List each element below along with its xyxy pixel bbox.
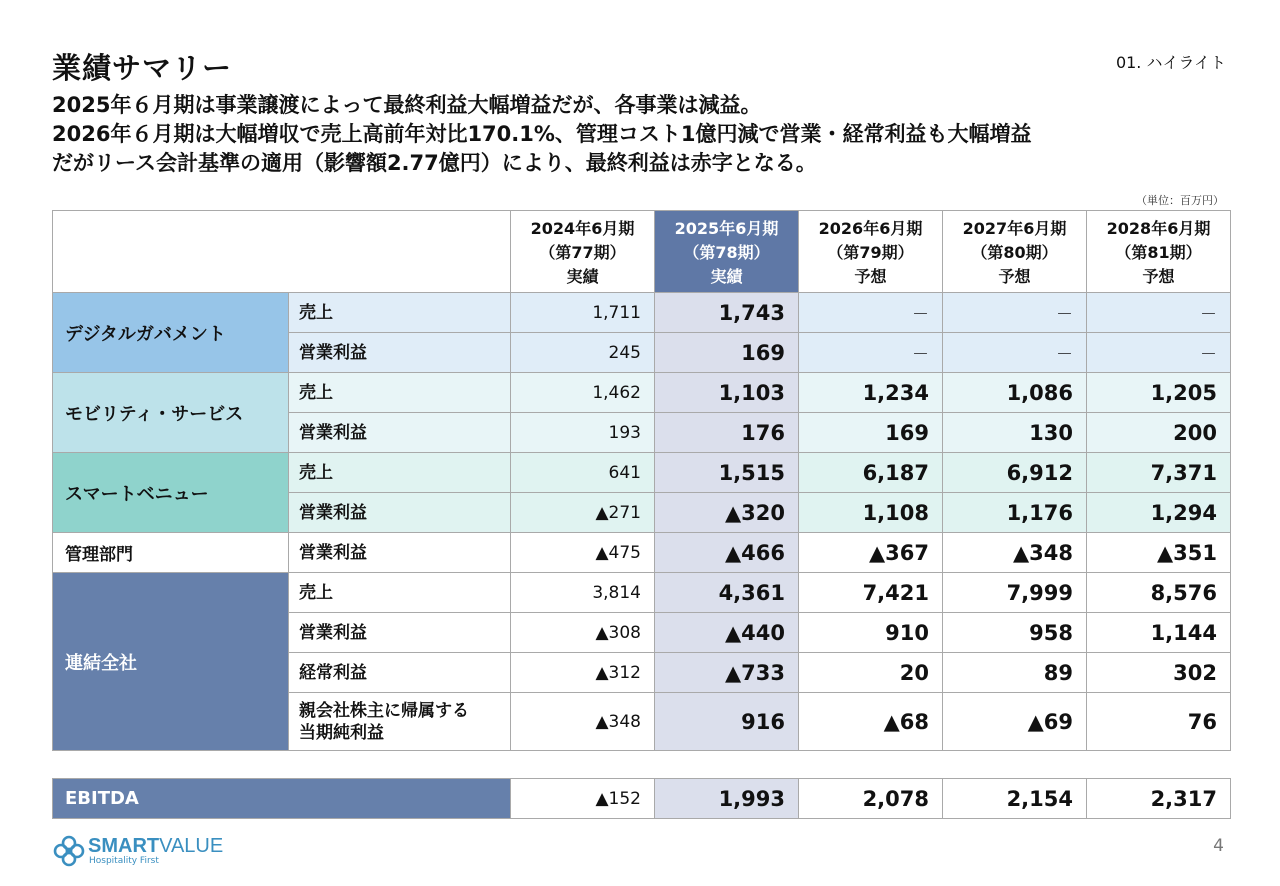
cell-value: 7,421 <box>799 573 943 613</box>
table-row <box>53 573 1231 613</box>
cell-value: 193 <box>511 413 655 453</box>
page-title: 業績サマリー <box>52 51 233 85</box>
headline <box>52 91 1252 178</box>
cell-value: － <box>943 293 1087 333</box>
cell-value: 169 <box>655 333 799 373</box>
cell-value: 6,912 <box>943 453 1087 493</box>
cell-value: ▲271 <box>511 493 655 533</box>
cell-value: － <box>799 333 943 373</box>
table-row <box>53 293 1231 333</box>
cell-value: ▲348 <box>943 533 1087 573</box>
cell-value: 176 <box>655 413 799 453</box>
clover-logo-icon <box>52 834 86 868</box>
row-label: 営業利益 <box>289 413 511 453</box>
company-logo <box>52 834 232 870</box>
segment-consolidated: 連結全社 <box>53 573 289 751</box>
row-label: 売上 <box>289 453 511 493</box>
table-row <box>53 453 1231 493</box>
header-fy2025: 2025年6月期 （第78期） 実績 <box>655 211 799 293</box>
headline-line-1: 2025年６月期は事業譲渡によって最終利益大幅増益だが、各事業は減益。 <box>52 93 762 117</box>
headline-line-3: だがリース会計基準の適用（影響額2.77億円）により、最終利益は赤字となる。 <box>52 151 817 175</box>
cell-value: 641 <box>511 453 655 493</box>
cell-value: 1,176 <box>943 493 1087 533</box>
segment-mobility-service: モビリティ・サービス <box>53 373 289 453</box>
header-fy2024: 2024年6月期 （第77期） 実績 <box>511 211 655 293</box>
brand-tagline: Hospitality First <box>89 856 159 866</box>
cell-value: 200 <box>1087 413 1231 453</box>
row-label-net-income: 親会社株主に帰属する 当期純利益 <box>289 693 511 751</box>
cell-value: ▲367 <box>799 533 943 573</box>
cell-value: ▲466 <box>655 533 799 573</box>
row-label: 売上 <box>289 293 511 333</box>
cell-value: 1,515 <box>655 453 799 493</box>
cell-value: 1,234 <box>799 373 943 413</box>
cell-value: 130 <box>943 413 1087 453</box>
row-label: 売上 <box>289 373 511 413</box>
cell-value: ▲68 <box>799 693 943 751</box>
row-label: 営業利益 <box>289 333 511 373</box>
cell-value: ▲733 <box>655 653 799 693</box>
brand-name: SMARTVALUE <box>88 835 224 857</box>
cell-value: 916 <box>655 693 799 751</box>
results-table <box>52 210 1231 751</box>
header-blank <box>53 211 511 293</box>
cell-value: － <box>1087 333 1231 373</box>
page-number: 4 <box>1213 836 1224 856</box>
cell-value: 8,576 <box>1087 573 1231 613</box>
cell-value: 958 <box>943 613 1087 653</box>
cell-value: ▲351 <box>1087 533 1231 573</box>
row-label: 経常利益 <box>289 653 511 693</box>
cell-value: 7,999 <box>943 573 1087 613</box>
cell-value: 245 <box>511 333 655 373</box>
cell-value: 1,993 <box>655 779 799 819</box>
ebitda-row <box>53 779 1231 819</box>
cell-value: 1,103 <box>655 373 799 413</box>
cell-value: － <box>943 333 1087 373</box>
cell-value: ▲308 <box>511 613 655 653</box>
cell-value: 3,814 <box>511 573 655 613</box>
table-row <box>53 533 1231 573</box>
ebitda-table <box>52 778 1231 819</box>
cell-value: 1,294 <box>1087 493 1231 533</box>
cell-value: 6,187 <box>799 453 943 493</box>
cell-value: ▲312 <box>511 653 655 693</box>
cell-value: ▲475 <box>511 533 655 573</box>
cell-value: 2,317 <box>1087 779 1231 819</box>
section-label: 01. ハイライト <box>1115 53 1226 72</box>
cell-value: － <box>799 293 943 333</box>
segment-admin: 管理部門 <box>53 533 289 573</box>
row-label: 営業利益 <box>289 533 511 573</box>
headline-line-2: 2026年６月期は大幅増収で売上高前年対比170.1%、管理コスト1億円減で営業・経常利益も大幅増益 <box>52 122 1032 146</box>
segment-smart-venue: スマートベニュー <box>53 453 289 533</box>
cell-value: 1,462 <box>511 373 655 413</box>
cell-value: － <box>1087 293 1231 333</box>
cell-value: 1,144 <box>1087 613 1231 653</box>
ebitda-label: EBITDA <box>53 779 511 819</box>
segment-digital-government: デジタルガバメント <box>53 293 289 373</box>
cell-value: ▲440 <box>655 613 799 653</box>
cell-value: 1,086 <box>943 373 1087 413</box>
cell-value: ▲69 <box>943 693 1087 751</box>
cell-value: ▲348 <box>511 693 655 751</box>
cell-value: 2,154 <box>943 779 1087 819</box>
cell-value: 7,371 <box>1087 453 1231 493</box>
cell-value: ▲152 <box>511 779 655 819</box>
cell-value: ▲320 <box>655 493 799 533</box>
cell-value: 169 <box>799 413 943 453</box>
cell-value: 1,205 <box>1087 373 1231 413</box>
row-label: 営業利益 <box>289 493 511 533</box>
header-fy2027: 2027年6月期 （第80期） 予想 <box>943 211 1087 293</box>
unit-label: （単位：百万円） <box>1136 194 1224 207</box>
cell-value: 302 <box>1087 653 1231 693</box>
cell-value: 910 <box>799 613 943 653</box>
cell-value: 20 <box>799 653 943 693</box>
table-header-row <box>53 211 1231 293</box>
header-fy2028: 2028年6月期 （第81期） 予想 <box>1087 211 1231 293</box>
row-label: 営業利益 <box>289 613 511 653</box>
cell-value: 4,361 <box>655 573 799 613</box>
cell-value: 1,108 <box>799 493 943 533</box>
cell-value: 89 <box>943 653 1087 693</box>
cell-value: 1,743 <box>655 293 799 333</box>
cell-value: 1,711 <box>511 293 655 333</box>
table-row <box>53 373 1231 413</box>
row-label: 売上 <box>289 573 511 613</box>
cell-value: 2,078 <box>799 779 943 819</box>
cell-value: 76 <box>1087 693 1231 751</box>
header-fy2026: 2026年6月期 （第79期） 予想 <box>799 211 943 293</box>
